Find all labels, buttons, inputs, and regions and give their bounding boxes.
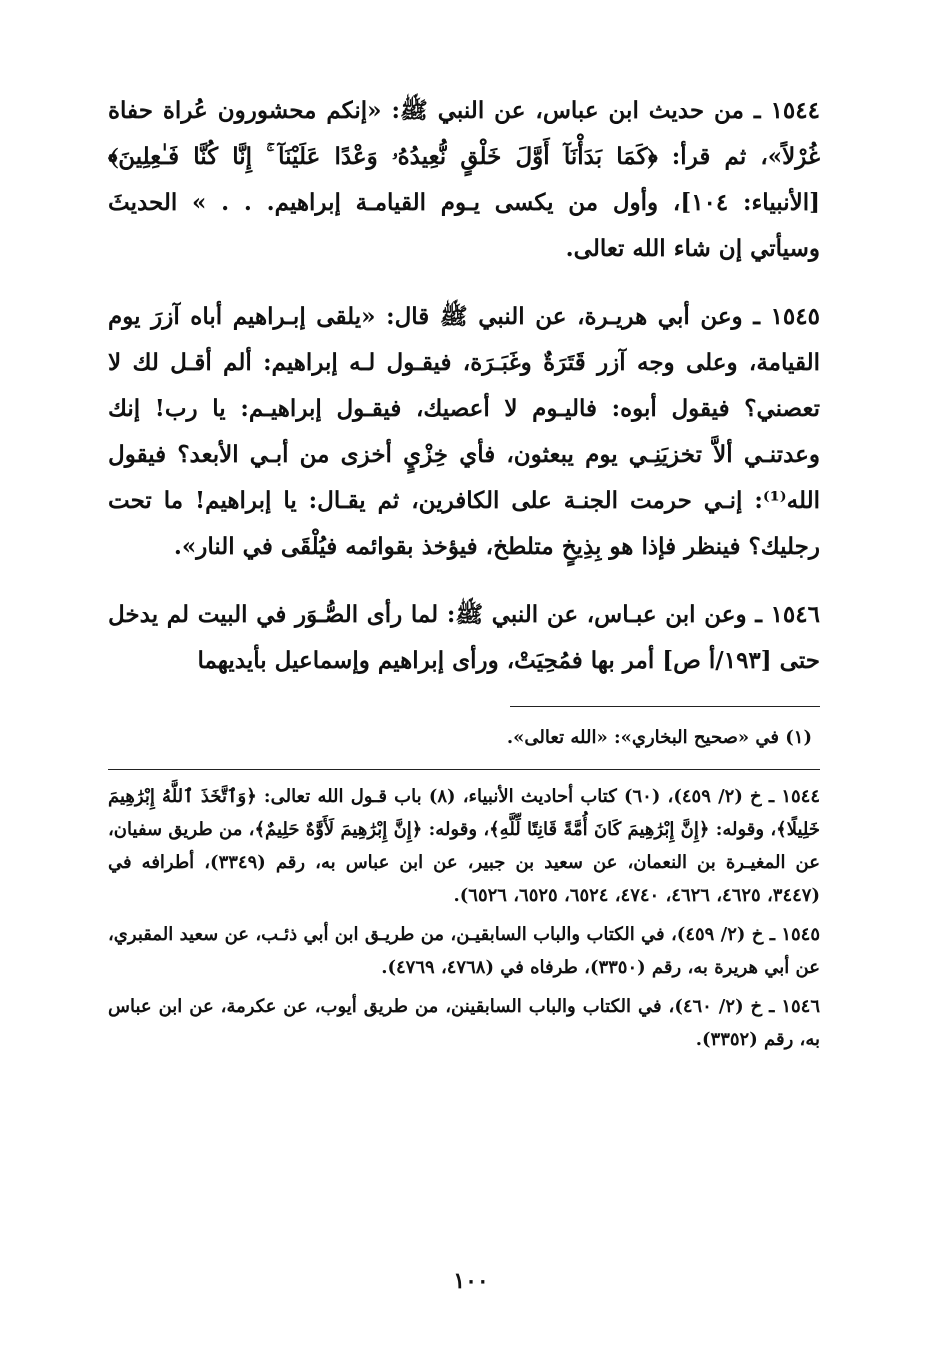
footnote-separator xyxy=(510,706,820,707)
paragraph-1546: ١٥٤٦ ـ وعن ابن عبـاس، عن النبي ﷺ: لما رأى الصُّـوَر في البيت لم يدخل حتى [١٩٣/أ ص] أمر بها فمُحِيَتْ، ورأى إبراهيم وإسماعيل بأيديهما xyxy=(108,601,820,674)
note-1544: ١٥٤٤ ـ خ (٢/ ٤٥٩)، (٦٠) كتاب أحاديث الأنبياء، (٨) باب قـول الله تعالى: ﴿وَٱتَّخَذَ ٱللَّهُ إِبْرَٰهِيمَ خَلِيلًا﴾، وقوله: ﴿إِنَّ إِبْرَٰهِيمَ كَانَ أُمَّةً قَانِتًا لِّلَّهِ﴾، وقوله: ﴿إِنَّ إِبْرَٰهِيمَ لَأَوَّٰهٌ حَلِيمٌ﴾، من طريق سفيان، عن المغيـرة بن النعمان، عن سعيد بن جبير، عن ابن عباس به، رقم (٣٣٤٩)، أطرافه في (٣٤٤٧، ٤٦٢٥، ٤٦٢٦، ٤٧٤٠، ٦٥٢٤، ٦٥٢٥، ٦٥٢٦). xyxy=(108,786,821,906)
paragraph-1545: ١٥٤٥ ـ وعن أبي هريـرة، عن النبي ﷺ قال: «يلقى إبـراهيم أباه آزرَ يوم القيامة، وعلى وجه آزر قَتَرَةٌ وغَبَـرَة، فيقـول لـه إبراهيم: ألم أقـل لك لا تعصني؟ فيقول أبوه: فاليـوم لا أعصيك، فيقـول إبراهيـم: يا رب! إنك وعدتنـي ألاَّ تخزيَنِـي يوم يبعثون، فأي خِزْيٍ أخزى من أبـي الأبعد؟ فيقول الله⁽¹⁾: إنـي حرمت الجنـة على الكافرين، ثم يقـال: يا إبراهيم! ما تحت رجليك؟ فينظر فإذا هو بِذِيخٍ متلطخ، فيؤخذ بقوائمه فيُلْقَى في النار». xyxy=(108,303,820,560)
notes-separator xyxy=(108,769,820,770)
note-1546: ١٥٤٦ ـ خ (٢/ ٤٦٠)، في الكتاب والباب السابقينن، من طريق أيوب، عن عكرمة، عن ابن عباس به، رقم (٣٣٥٢). xyxy=(108,996,820,1050)
page-number: ١٠٠ xyxy=(453,1268,489,1294)
footnote-1: (١) في «صحيح البخاري»: «الله تعالى». xyxy=(506,727,812,748)
paragraph-1544: ١٥٤٤ ـ من حديث ابن عباس، عن النبي ﷺ: «إنكم محشورون عُراة حفاة غُرْلاً»، ثم قرأ: ﴿كَمَا بَدَأْنَآ أَوَّلَ خَلْقٍ نُّعِيدُهُۥ وَعْدًا عَلَيْنَآ ۚ إِنَّا كُنَّا فَـٰعِلِينَ﴾ [الأنبياء: ١٠٤]، وأول من يكسى يـوم القيامـة إبراهيم. . . » الحديثَ وسيأتي إن شاء الله تعالى. xyxy=(108,97,820,262)
notes-section xyxy=(108,780,820,1056)
page xyxy=(108,88,820,1372)
main-text xyxy=(108,88,820,684)
note-1545: ١٥٤٥ ـ خ (٢/ ٤٥٩)، في الكتاب والباب السابقيـن، من طريـق ابن أبي ذئـب، عن سعيد المقبري، عن أبي هريرة به، رقم (٣٣٥٠)، طرفاه في (٤٧٦٨، ٤٧٦٩). xyxy=(108,924,820,978)
